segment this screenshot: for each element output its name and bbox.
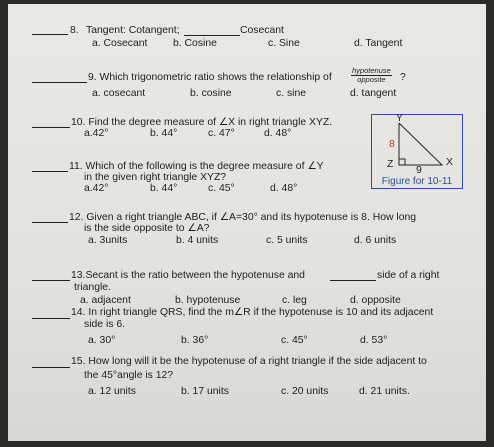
q14-line1: 14. In right triangle QRS, find the m∠R if the hypotenuse is 10 and its adjacent [71,307,434,318]
q10-option-a: a.42° [84,128,109,139]
q9-option-a: a. cosecant [92,88,146,99]
q14-option-d: d. 53° [360,335,388,346]
q8-option-a: a. Cosecant [92,38,148,49]
q10-text: 10. Find the degree measure of ∠X in right triangle XYZ. [71,117,333,128]
q13-after: side of a right [377,270,440,281]
answer-blank-q11[interactable] [32,171,68,172]
q8-text: Tangent: Cotangent; [86,25,180,36]
q11-line1: 11. Which of the following is the degree measure of ∠Y [69,161,324,172]
q14-option-a: a. 30° [88,335,116,346]
q9-fraction-denominator: opposite [357,75,386,84]
q14-option-b: b. 36° [181,335,209,346]
q10-option-d: d. 48° [264,128,292,139]
answer-blank-q12[interactable] [32,222,68,223]
answer-blank-q8[interactable] [32,34,68,35]
figure-caption: Figure for 10-11 [381,176,453,187]
q9-option-b: b. cosine [190,88,232,99]
answer-blank-q14[interactable] [32,318,70,319]
q8-answer-word: Cosecant [240,25,284,36]
q14-option-c: c. 45° [281,335,308,346]
q9-text: 9. Which trigonometric ratio shows the relationship of [88,72,332,83]
worksheet-page [8,4,486,441]
q12-option-c: c. 5 units [266,235,308,246]
q8-option-b: b. Cosine [173,38,217,49]
q12-option-a: a. 3units [88,235,128,246]
q9-fraction-numerator: hypotenuse [352,66,391,75]
q14-line2: side is 6. [84,319,126,330]
vertex-x-label: X [446,157,453,168]
triangle-figure [371,114,463,189]
vertex-z-label: Z [387,159,394,170]
q8-inline-blank [184,35,240,36]
q12-option-b: b. 4 units [176,235,219,246]
q15-option-a: a. 12 units [88,386,136,397]
q15-line1: 15. How long will it be the hypotenuse of a right triangle if the side adjacent to [71,356,427,367]
q9-option-c: c. sine [276,88,307,99]
q8-option-d: d. Tangent [354,38,403,49]
answer-blank-q10[interactable] [32,127,70,128]
answer-blank-q13[interactable] [32,280,70,281]
q11-line2: in the given right triangle XYZ? [84,172,227,183]
q13-option-d: d. opposite [350,295,401,306]
answer-blank-q15[interactable] [32,367,70,368]
q11-option-a: a.42° [84,183,109,194]
q13-option-a: a. adjacent [80,295,131,306]
answer-blank-q9[interactable] [32,82,87,83]
q12-option-d: d. 6 units [354,235,397,246]
q10-option-b: b. 44° [150,128,178,139]
q15-option-d: d. 21 units. [359,386,410,397]
vertex-y-label: Y [396,113,403,124]
q10-option-c: c. 47° [208,128,235,139]
side-9-label: 9 [416,165,422,176]
side-8-label: 8 [389,139,395,150]
q13-line2: triangle. [74,282,111,293]
q8-option-c: c. Sine [268,38,300,49]
q13-option-b: b. hypotenuse [175,295,241,306]
q8-number: 8. [70,25,79,36]
q9-option-d: d. tangent [350,88,397,99]
q13-option-c: c. leg [282,295,307,306]
q11-option-b: b. 44° [150,183,178,194]
q15-option-c: c. 20 units [281,386,329,397]
q15-option-b: b. 17 units [181,386,229,397]
q15-line2: the 45°angle is 12? [84,370,174,381]
q12-line1: 12. Given a right triangle ABC, if ∠A=30° and its hypotenuse is 8. How long [69,212,417,223]
q13-inline-blank [330,280,376,281]
q9-question-mark: ? [400,72,406,83]
q11-option-c: c. 45° [208,183,235,194]
q11-option-d: d. 48° [270,183,298,194]
q12-line2: is the side opposite to ∠A? [84,223,210,234]
q13-text: 13.Secant is the ratio between the hypotenuse and [71,270,305,281]
q9-fraction [351,67,392,84]
